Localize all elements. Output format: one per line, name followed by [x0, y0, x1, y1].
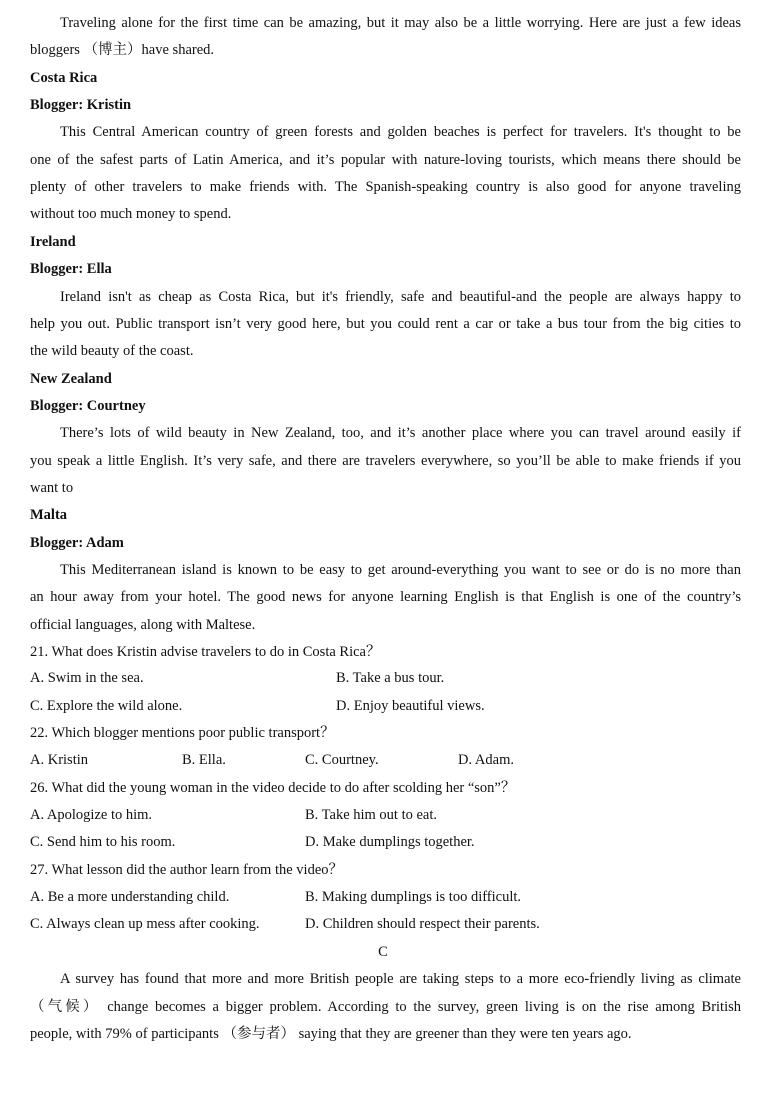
question-22-option-a: A. Kristin: [30, 752, 88, 768]
paragraph-line: help you out. Public transport isn’t very good here, but you could rent a car or take a bus tour from the big cities to: [30, 316, 741, 332]
blogger-adam: Blogger: Adam: [30, 535, 124, 551]
question-22-option-c: C. Courtney.: [305, 752, 379, 768]
question-21-option-a: A. Swim in the sea.: [30, 670, 144, 686]
part-c-label: C: [378, 944, 388, 960]
question-26-option-a: A. Apologize to him.: [30, 807, 153, 823]
question-22-option-b: B. Ella.: [182, 752, 226, 768]
paragraph-line: This Central American country of green forests and golden beaches is perfect for travelers. It's thought to be: [60, 124, 741, 140]
paragraph-line: one of the safest parts of Latin America, and it’s popular with nature-loving tourists, which means there should be: [30, 152, 741, 168]
question-21-option-d: D. Enjoy beautiful views.: [336, 698, 485, 714]
intro-line-2: bloggers （博主）have shared.: [30, 42, 215, 58]
question-21-option-b: B. Take a bus tour.: [336, 670, 445, 686]
paragraph-line: without too much money to spend.: [30, 206, 232, 222]
section-heading-new-zealand: New Zealand: [30, 371, 112, 387]
question-22-option-d: D. Adam.: [458, 752, 514, 768]
paragraph-line: This Mediterranean island is known to be easy to get around-everything you want to see or do is no more than: [60, 562, 741, 578]
paragraph-line: （气候） change becomes a bigger problem. According to the survey, green living is on the rise among British: [30, 999, 741, 1015]
question-26-stem: 26. What did the young woman in the video decide to do after scolding her “son”？: [30, 780, 516, 796]
blogger-ella: Blogger: Ella: [30, 261, 112, 277]
section-heading-ireland: Ireland: [30, 234, 76, 250]
paragraph-line: Ireland isn't as cheap as Costa Rica, but it's friendly, safe and beautiful-and the people are always happy to: [60, 289, 741, 305]
question-26-option-c: C. Send him to his room.: [30, 834, 176, 850]
question-27-option-d: D. Children should respect their parents.: [305, 916, 540, 932]
blogger-kristin: Blogger: Kristin: [30, 97, 132, 113]
paragraph-line: you speak a little English. It’s very safe, and there are travelers everywhere, so you’ll be able to make friends if you: [30, 453, 741, 469]
paragraph-line: want to: [30, 480, 74, 496]
section-heading-costa-rica: Costa Rica: [30, 70, 98, 86]
question-26-option-d: D. Make dumplings together.: [305, 834, 475, 850]
paragraph-line: There’s lots of wild beauty in New Zealand, too, and it’s another place where you can travel around easily if: [60, 425, 741, 441]
paragraph-line: official languages, along with Maltese.: [30, 617, 256, 633]
paragraph-line: A survey has found that more and more British people are taking steps to a more eco-friendly living as climate: [60, 971, 741, 987]
question-26-option-b: B. Take him out to eat.: [305, 807, 438, 823]
paragraph-line: an hour away from your hotel. The good news for anyone learning English is that English is one of the country’s: [30, 589, 741, 605]
question-27-option-c: C. Always clean up mess after cooking.: [30, 916, 260, 932]
question-21-stem: 21. What does Kristin advise travelers to do in Costa Rica？: [30, 644, 381, 660]
intro-line-1: Traveling alone for the first time can be amazing, but it may also be a little worrying. Here are just a few ideas: [60, 15, 741, 31]
question-27-stem: 27. What lesson did the author learn from the video？: [30, 862, 344, 878]
question-21-option-c: C. Explore the wild alone.: [30, 698, 183, 714]
question-27-option-a: A. Be a more understanding child.: [30, 889, 230, 905]
question-27-option-b: B. Making dumplings is too difficult.: [305, 889, 522, 905]
paragraph-line: plenty of other travelers to make friends with. The Spanish-speaking country is also good for anyone traveling: [30, 179, 741, 195]
paragraph-line: people, with 79% of participants （参与者） saying that they are greener than they were ten years ago.: [30, 1026, 632, 1042]
blogger-courtney: Blogger: Courtney: [30, 398, 146, 414]
question-22-stem: 22. Which blogger mentions poor public transport？: [30, 725, 335, 741]
section-heading-malta: Malta: [30, 507, 68, 523]
paragraph-line: the wild beauty of the coast.: [30, 343, 194, 359]
